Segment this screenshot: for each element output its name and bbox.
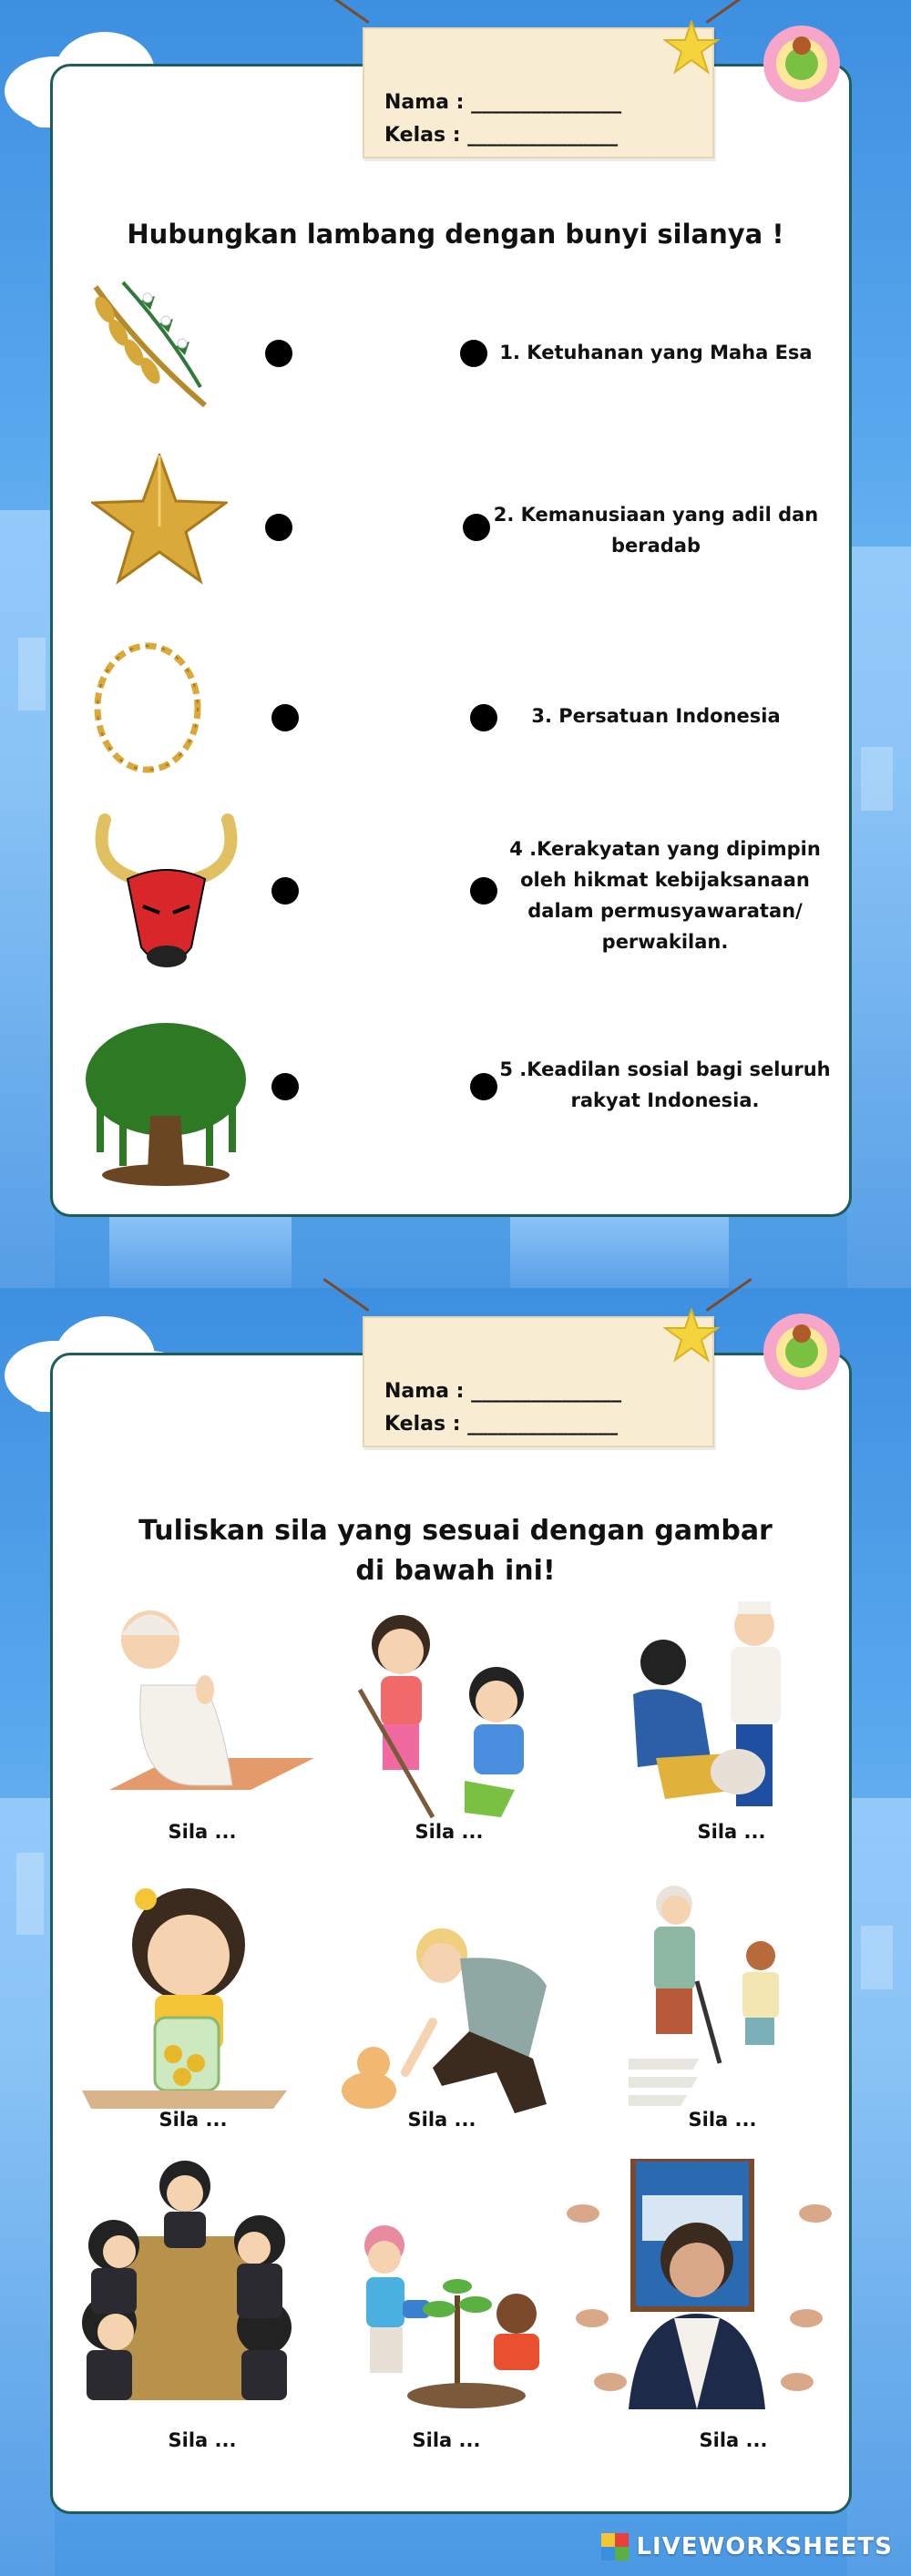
- sheet2-title-line2: di bawah ini!: [355, 1555, 556, 1587]
- sila-text-1: 1. Ketuhanan yang Maha Esa: [499, 342, 813, 363]
- star-icon: [91, 454, 228, 586]
- chain-icon: [87, 638, 210, 779]
- banyan-tree-icon: [82, 1016, 251, 1189]
- sila-caption-3[interactable]: Sila ...: [697, 1821, 766, 1843]
- children-cleaning-icon: [346, 1608, 556, 1826]
- leader-portrait-icon: [565, 2159, 838, 2409]
- star-icon: [663, 20, 720, 75]
- girl-saving-coins-icon: [82, 1881, 287, 2109]
- bull-head-icon: [87, 811, 246, 984]
- sila-dot-2[interactable]: [463, 514, 490, 541]
- school-logo-icon: [758, 1306, 845, 1394]
- woman-petting-cat-icon: [333, 1922, 597, 2113]
- name-banner: [363, 27, 714, 158]
- children-planting-tree-icon: [330, 2223, 558, 2414]
- liveworksheets-footer[interactable]: [601, 2527, 893, 2567]
- sila-text-5: 5 .Keadilan sosial bagi seluruh rakyat Indonesia.: [499, 1058, 831, 1111]
- sila-caption-6[interactable]: Sila ...: [688, 2109, 757, 2131]
- sila-text-3: 3. Persatuan Indonesia: [531, 705, 781, 727]
- name-field: Nama : _______________: [384, 1380, 622, 1403]
- liveworksheets-logo-icon: [601, 2533, 629, 2561]
- school-logo-icon: [758, 18, 845, 106]
- sheet1-title: Hubungkan lambang dengan bunyi silanya !: [127, 219, 784, 250]
- symbol-dot-4[interactable]: [271, 877, 299, 905]
- name-banner: [363, 1316, 714, 1447]
- sila-text-2: 2. Kemanusiaan yang adil dan beradab: [493, 504, 819, 557]
- symbol-dot-1[interactable]: [265, 340, 292, 367]
- sila-dot-4[interactable]: [470, 877, 497, 905]
- sila-text-4: 4 .Kerakyatan yang dipimpin oleh hikmat kebijaksanaan dalam permusyawaratan/ perwakilan.: [509, 838, 821, 953]
- sila-caption-8[interactable]: Sila ...: [412, 2429, 481, 2451]
- sila-dot-5[interactable]: [470, 1073, 497, 1100]
- class-field: Kelas : _______________: [384, 124, 619, 147]
- boy-helping-grandma-cross-icon: [629, 1881, 811, 2109]
- helping-person-icon: [619, 1594, 811, 1822]
- sila-caption-5[interactable]: Sila ...: [407, 2109, 476, 2131]
- sila-caption-4[interactable]: Sila ...: [159, 2109, 228, 2131]
- sila-caption-9[interactable]: Sila ...: [699, 2429, 768, 2451]
- symbol-dot-2[interactable]: [265, 514, 292, 541]
- sila-caption-1[interactable]: Sila ...: [168, 1821, 237, 1843]
- symbol-dot-5[interactable]: [271, 1073, 299, 1100]
- name-field: Nama : _______________: [384, 91, 622, 114]
- rice-cotton-icon: [87, 278, 214, 414]
- sila-caption-2[interactable]: Sila ...: [415, 1821, 484, 1843]
- symbol-dot-3[interactable]: [271, 704, 299, 731]
- sheet2-title-line1: Tuliskan sila yang sesuai dengan gambar: [138, 1515, 773, 1547]
- sila-dot-1[interactable]: [460, 340, 487, 367]
- class-field: Kelas : _______________: [384, 1413, 619, 1436]
- star-icon: [663, 1308, 720, 1363]
- liveworksheets-brand: LIVEWORKSHEETS: [636, 2533, 893, 2561]
- sila-caption-7[interactable]: Sila ...: [168, 2429, 237, 2451]
- group-discussion-icon: [68, 2159, 310, 2418]
- praying-child-icon: [96, 1585, 319, 1804]
